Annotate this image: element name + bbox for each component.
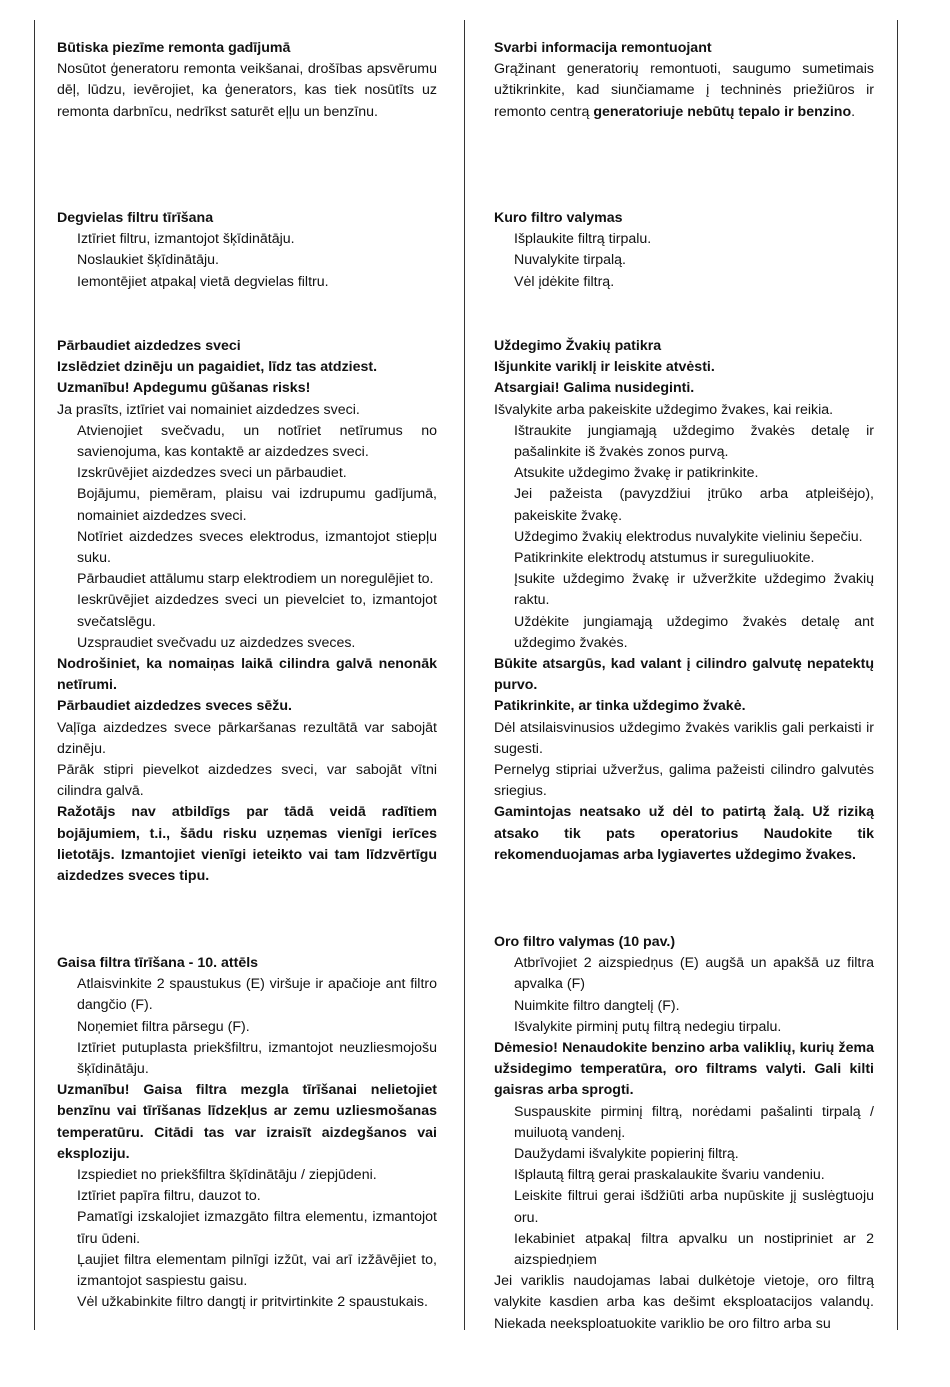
paragraph: Pārāk stipri pievelkot aizdedzes sveci, var sabojāt vītni cilindra galvā. [57,762,437,800]
paragraph: Pernelyg stipriai užveržus, galima pažeisti cilindro galvutės sriegius. [494,762,874,800]
step: Vėl užkabinkite filtro dangtį ir pritvirtinkite 2 spaustukais. [77,1294,428,1311]
section-title: Uždegimo Žvakių patikra [494,338,662,354]
step: Įsukite uždegimo žvakę ir užveržkite uždegimo žvakių raktu. [514,571,874,609]
step: Iztīriet putuplasta priekšfiltru, izmantojot neuzliesmojošu šķīdinātāju. [77,1039,437,1078]
section-title: Kuro filtro valymas [494,210,623,226]
step: Ļaujiet filtra elementam pilnīgi izžūt, vai arī izžāvējiet to, izmantojot saspiestu gaisu. [77,1251,437,1290]
step: Iekabiniet atpakaļ filtra apvalku un nostipriniet ar 2 aizspiedņiem [514,1230,874,1269]
step: Daužydami išvalykite popierinį filtrą. [514,1146,739,1163]
right-column [494,38,874,1338]
notice: Būkite atsargūs, kad valant į cilindro galvutę nepatektų purvo. [494,656,874,694]
warning: Išjunkite variklį ir leiskite atvėsti. [494,359,715,376]
step: Izspiediet no priekšfiltra šķīdinātāju / ziepjūdeni. [77,1167,377,1184]
notice: Ražotājs nav atbildīgs par tādā veidā radītiem bojājumiem, t.i., šādu risku uzņemas vienīgi ierīces lietotājs. Izmantojiet vienīgi ieteikto vai tam līdzvērtīgu aizdedzes sveces tipu. [57,804,437,885]
paragraph: Dėl atsilaisvinusios uždegimo žvakės variklis gali perkaisti ir sugesti. [494,719,874,757]
step: Atsukite uždegimo žvakę ir patikrinkite. [514,465,759,482]
step: Nuvalykite tirpalą. [514,252,626,269]
step: Atlaisvinkite 2 spaustukus (E) viršuje ir apačioje ant filtro dangčio (F). [77,976,437,1014]
step: Pamatīgi izskalojiet izmazgāto filtra elementu, izmantojot tīru ūdeni. [77,1209,437,1247]
step: Uždėkite jungiamąją uždegimo žvakės detalę ant uždegimo žvakės. [514,613,874,651]
step: Atvienojiet svečvadu, un notīriet netīrumus no savienojuma, kas kontaktē ar aizdedzes sveci. [77,422,437,461]
paragraph: Nosūtot ģeneratoru remonta veikšanai, drošības apsvērumu dēļ, lūdzu, ievērojiet, ka ģenerators, kas tiek nosūtīts uz remonta darbnīcu, nedrīkst saturēt eļļu un benzīnu. [57,61,437,120]
air-filter-section [57,953,437,1313]
paragraph: Vaļīga aizdedzes svece pārkaršanas rezultātā var sabojāt dzinēju. [57,719,437,757]
step: Iztīriet papīra filtru, dauzot to. [77,1188,261,1205]
column-divider [464,20,465,1330]
warning: Izslēdziet dzinēju un pagaidiet, līdz tas atdziest. [57,359,378,376]
step: Notīriet aizdedzes sveces elektrodus, izmantojot stiepļu suku. [77,528,437,567]
notice: Nodrošiniet, ka nomaiņas laikā cilindra galvā nenonāk netīrumi. [57,656,437,694]
paragraph [494,59,874,123]
step: Išplaukite filtrą tirpalu. [514,231,652,248]
section-title: Svarbi informacija remontuojant [494,40,712,56]
fuel-filter-section [57,208,437,293]
section-title: Gaisa filtra tīrīšana - 10. attēls [57,955,259,971]
warning: Atsargiai! Galima nusideginti. [494,380,695,397]
section-title: Būtiska piezīme remonta gadījumā [57,40,291,56]
step: Išvalykite pirminį putų filtrą nedegiu tirpalu. [514,1018,782,1035]
step: Izskrūvējiet aizdedzes sveci un pārbaudiet. [77,465,347,482]
step: Iztīriet filtru, izmantojot šķīdinātāju. [77,231,295,248]
notice: Patikrinkite, ar tinka uždegimo žvakė. [494,698,746,715]
warning: Uzmanību! Apdegumu gūšanas risks! [57,380,311,397]
warning: Dėmesio! Nenaudokite benzino arba valiklių, kurių žema užsidegimo temperatūra, oro filtrams valyti. Gali kilti gaisras arba sprogti. [494,1040,874,1099]
step: Noņemiet filtra pārsegu (F). [77,1018,250,1035]
section-title: Degvielas filtru tīrīšana [57,210,214,226]
paragraph: Jei variklis naudojamas labai dulkėtoje vietoje, oro filtrą valykite kasdien arba kas dešimt eksploatacijos valandų. Niekada neeksploatuokite variklio be oro filtro arba su [494,1273,874,1332]
left-column [57,38,437,1338]
step: Išplautą filtrą gerai praskalaukite švariu vandeniu. [514,1167,825,1184]
warning: Uzmanību! Gaisa filtra mezgla tīrīšanai nelietojiet benzīnu vai tīrīšanas līdzekļus ar zemu uzliesmošanas temperatūru. Citādi tas var izraisīt aizdegšanos vai eksploziju. [57,1082,437,1162]
fuel-filter-section [494,208,874,293]
step: Patikrinkite elektrodų atstumus ir sureguliuokite. [514,550,815,567]
step: Jei pažeista (pavyzdžiui įtrūko arba atpleišėjo), pakeiskite žvakę. [514,486,874,524]
step: Ieskrūvējiet aizdedzes sveci un pievelciet to, izmantojot svečatslēgu. [77,592,437,630]
step: Noslaukiet šķīdinātāju. [77,252,219,269]
step: Bojājumu, piemēram, plaisu vai izdrupumu gadījumā, nomainiet aizdedzes sveci. [77,486,437,524]
step: Leiskite filtrui gerai išdžiūti arba nupūskite jį suslėgtuoju oru. [514,1188,874,1226]
right-page-border [897,20,898,1330]
repair-note-section [494,38,874,123]
left-page-border [34,20,35,1330]
step: Vėl įdėkite filtrą. [514,273,615,290]
paragraph: Ja prasīts, iztīriet vai nomainiet aizdedzes sveci. [57,401,360,418]
section-title: Pārbaudiet aizdedzes sveci [57,338,241,354]
step: Uždegimo žvakių elektrodus nuvalykite vieliniu šepečiu. [514,528,863,545]
section-title: Oro filtro valymas (10 pav.) [494,934,676,950]
paragraph-emphasis: generatoriuje nebūtų tepalo ir benzino [593,103,852,120]
air-filter-section [494,932,874,1335]
notice: Gamintojas neatsako už dėl to patirtą žalą. Už riziką atsako tik pats operatorius Naudokite tik rekomenduojamas arba lygiavertes uždegimo žvakes. [494,804,874,863]
step: Suspauskite pirminį filtrą, norėdami pašalinti tirpalą / muiluotą vandenį. [514,1103,874,1141]
notice: Pārbaudiet aizdedzes sveces sēžu. [57,698,292,715]
step: Atbrīvojiet 2 aizspiedņus (E) augšā un apakšā uz filtra apvalka (F) [514,955,874,993]
repair-note-section [57,38,437,123]
step: Nuimkite filtro dangtelį (F). [514,997,680,1014]
paragraph-text: Grąžinant generatorių remontuoti, saugumo sumetimais užtikrinkite, kad siunčiamame į techninės priežiūros ir remonto centrą [494,61,874,120]
paragraph: Išvalykite arba pakeiskite uždegimo žvakes, kai reikia. [494,401,834,418]
paragraph-end: . [851,103,856,120]
spark-plug-section [494,336,874,866]
step: Uzspraudiet svečvadu uz aizdedzes sveces. [77,634,356,651]
step: Pārbaudiet attālumu starp elektrodiem un noregulējiet to. [77,571,434,588]
spark-plug-section [57,336,437,887]
step: Iemontējiet atpakaļ vietā degvielas filtru. [77,273,329,290]
step: Ištraukite jungiamąją uždegimo žvakės detalę ir pašalinkite iš žvakės zonos purvą. [514,422,874,461]
